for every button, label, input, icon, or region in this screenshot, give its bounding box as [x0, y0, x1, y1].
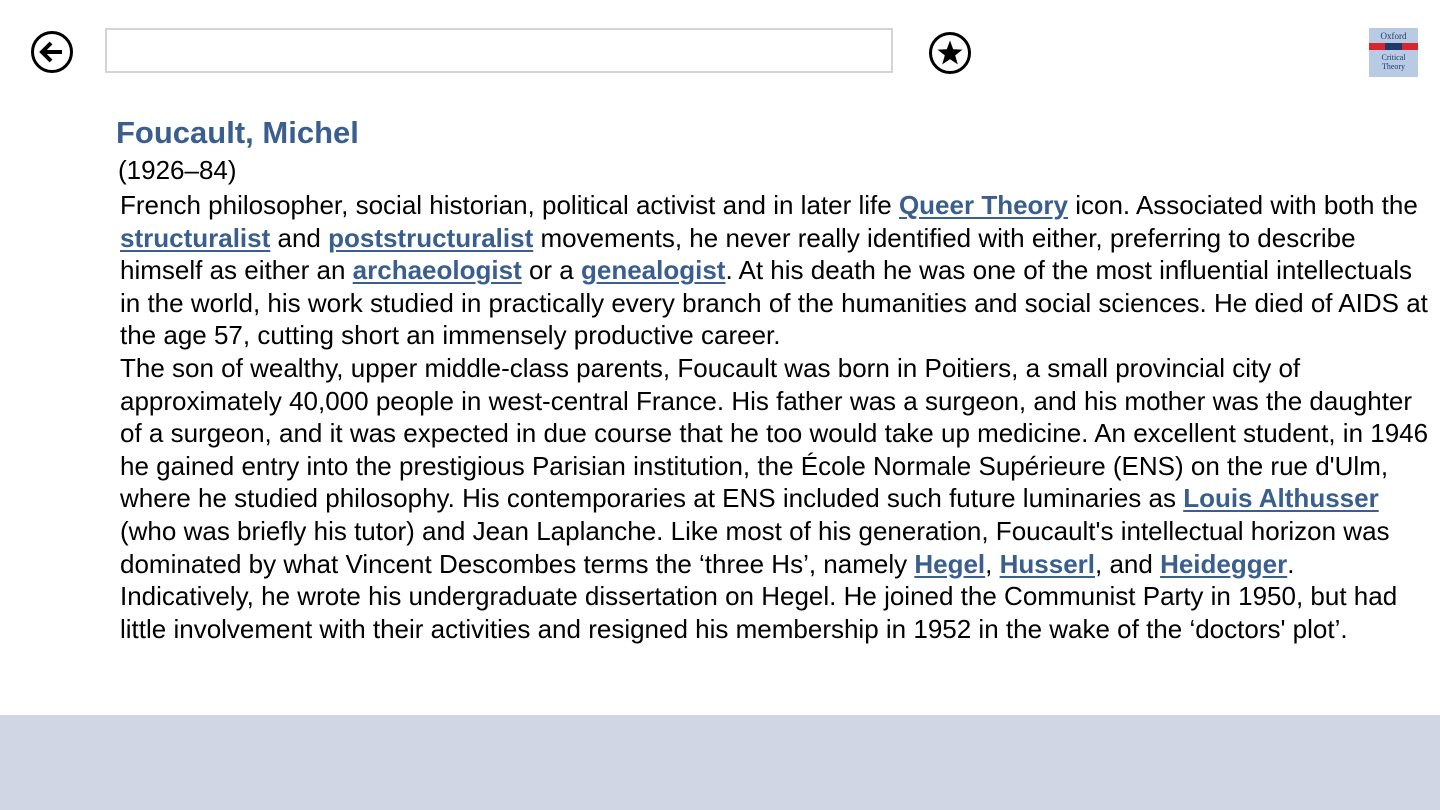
text-span: . At his death he was one of the most influential intellectuals in the world, his work studied in practically every branch of the humanities and social sciences. He died of AIDS at the age 57, cutting short an immensely productive career. [120, 255, 1428, 351]
bottom-app-bar [0, 715, 1440, 810]
search-input[interactable] [105, 28, 893, 73]
text-span: (who was briefly his tutor) and Jean Laplanche. Like most of his generation, Foucault's intellectual horizon was dominated by what Vincent Descombes terms the ‘three Hs’, namely [120, 515, 1390, 579]
link-structuralist[interactable]: structuralist [120, 222, 271, 253]
oxford-critical-theory-logo [1369, 28, 1418, 77]
link-queer-theory[interactable]: Queer Theory [898, 190, 1069, 220]
text-span: The son of wealthy, upper middle-class parents, Foucault was born in Poitiers, a small provincial city of approximately 40,000 people in west-central France. His father was a surgeon, and his mother was the daughter of a surgeon, and it was expected in due course that he too would take up medicine. An excellent student, in 1946 he gained entry into the prestigious Parisian institution, the École Normale Supérieure (ENS) on the rue d'Ulm, where he studied philosophy. His contemporaries at ENS included such future luminaries as [120, 352, 1429, 514]
link-louis-althusser[interactable]: Louis Althusser [1183, 483, 1379, 514]
text-span: icon. Associated with both the [1068, 190, 1418, 220]
logo-line-oxford: Oxford [1380, 31, 1407, 41]
link-archaeologist[interactable]: archaeologist [352, 255, 522, 286]
text-span: , and [1095, 548, 1161, 579]
favorite-star-icon[interactable] [928, 31, 972, 75]
link-genealogist[interactable]: genealogist [580, 255, 726, 286]
text-span: or a [521, 255, 581, 286]
entry-dates: (1926–84) [118, 155, 237, 185]
entry-body [120, 189, 1432, 645]
logo-line-critical: Critical [1381, 53, 1406, 62]
text-span: movements, he never really identified with either, preferring to describe himself as either an [120, 222, 1356, 286]
logo-line-theory: Theory [1381, 62, 1406, 71]
link-hegel[interactable]: Hegel [914, 548, 986, 579]
logo-color-band [1369, 43, 1418, 50]
link-husserl[interactable]: Husserl [999, 548, 1095, 579]
link-heidegger[interactable]: Heidegger [1160, 548, 1288, 579]
back-arrow-icon[interactable] [30, 30, 74, 74]
text-span: and [270, 222, 329, 253]
link-poststructuralist[interactable]: poststructuralist [328, 222, 534, 253]
text-span: . Indicatively, he wrote his undergraduate dissertation on Hegel. He joined the Communist Party in 1950, but had little involvement with their activities and resigned his membership in 1952 in the wake of the ‘doctors' plot’. [120, 548, 1398, 644]
text-span: , [985, 548, 1000, 579]
entry-paragraph-1 [120, 189, 1432, 352]
entry-paragraph-2 [120, 352, 1432, 645]
entry-title: Foucault, Michel [116, 115, 359, 150]
text-span: French philosopher, social historian, political activist and in later life [120, 190, 899, 220]
